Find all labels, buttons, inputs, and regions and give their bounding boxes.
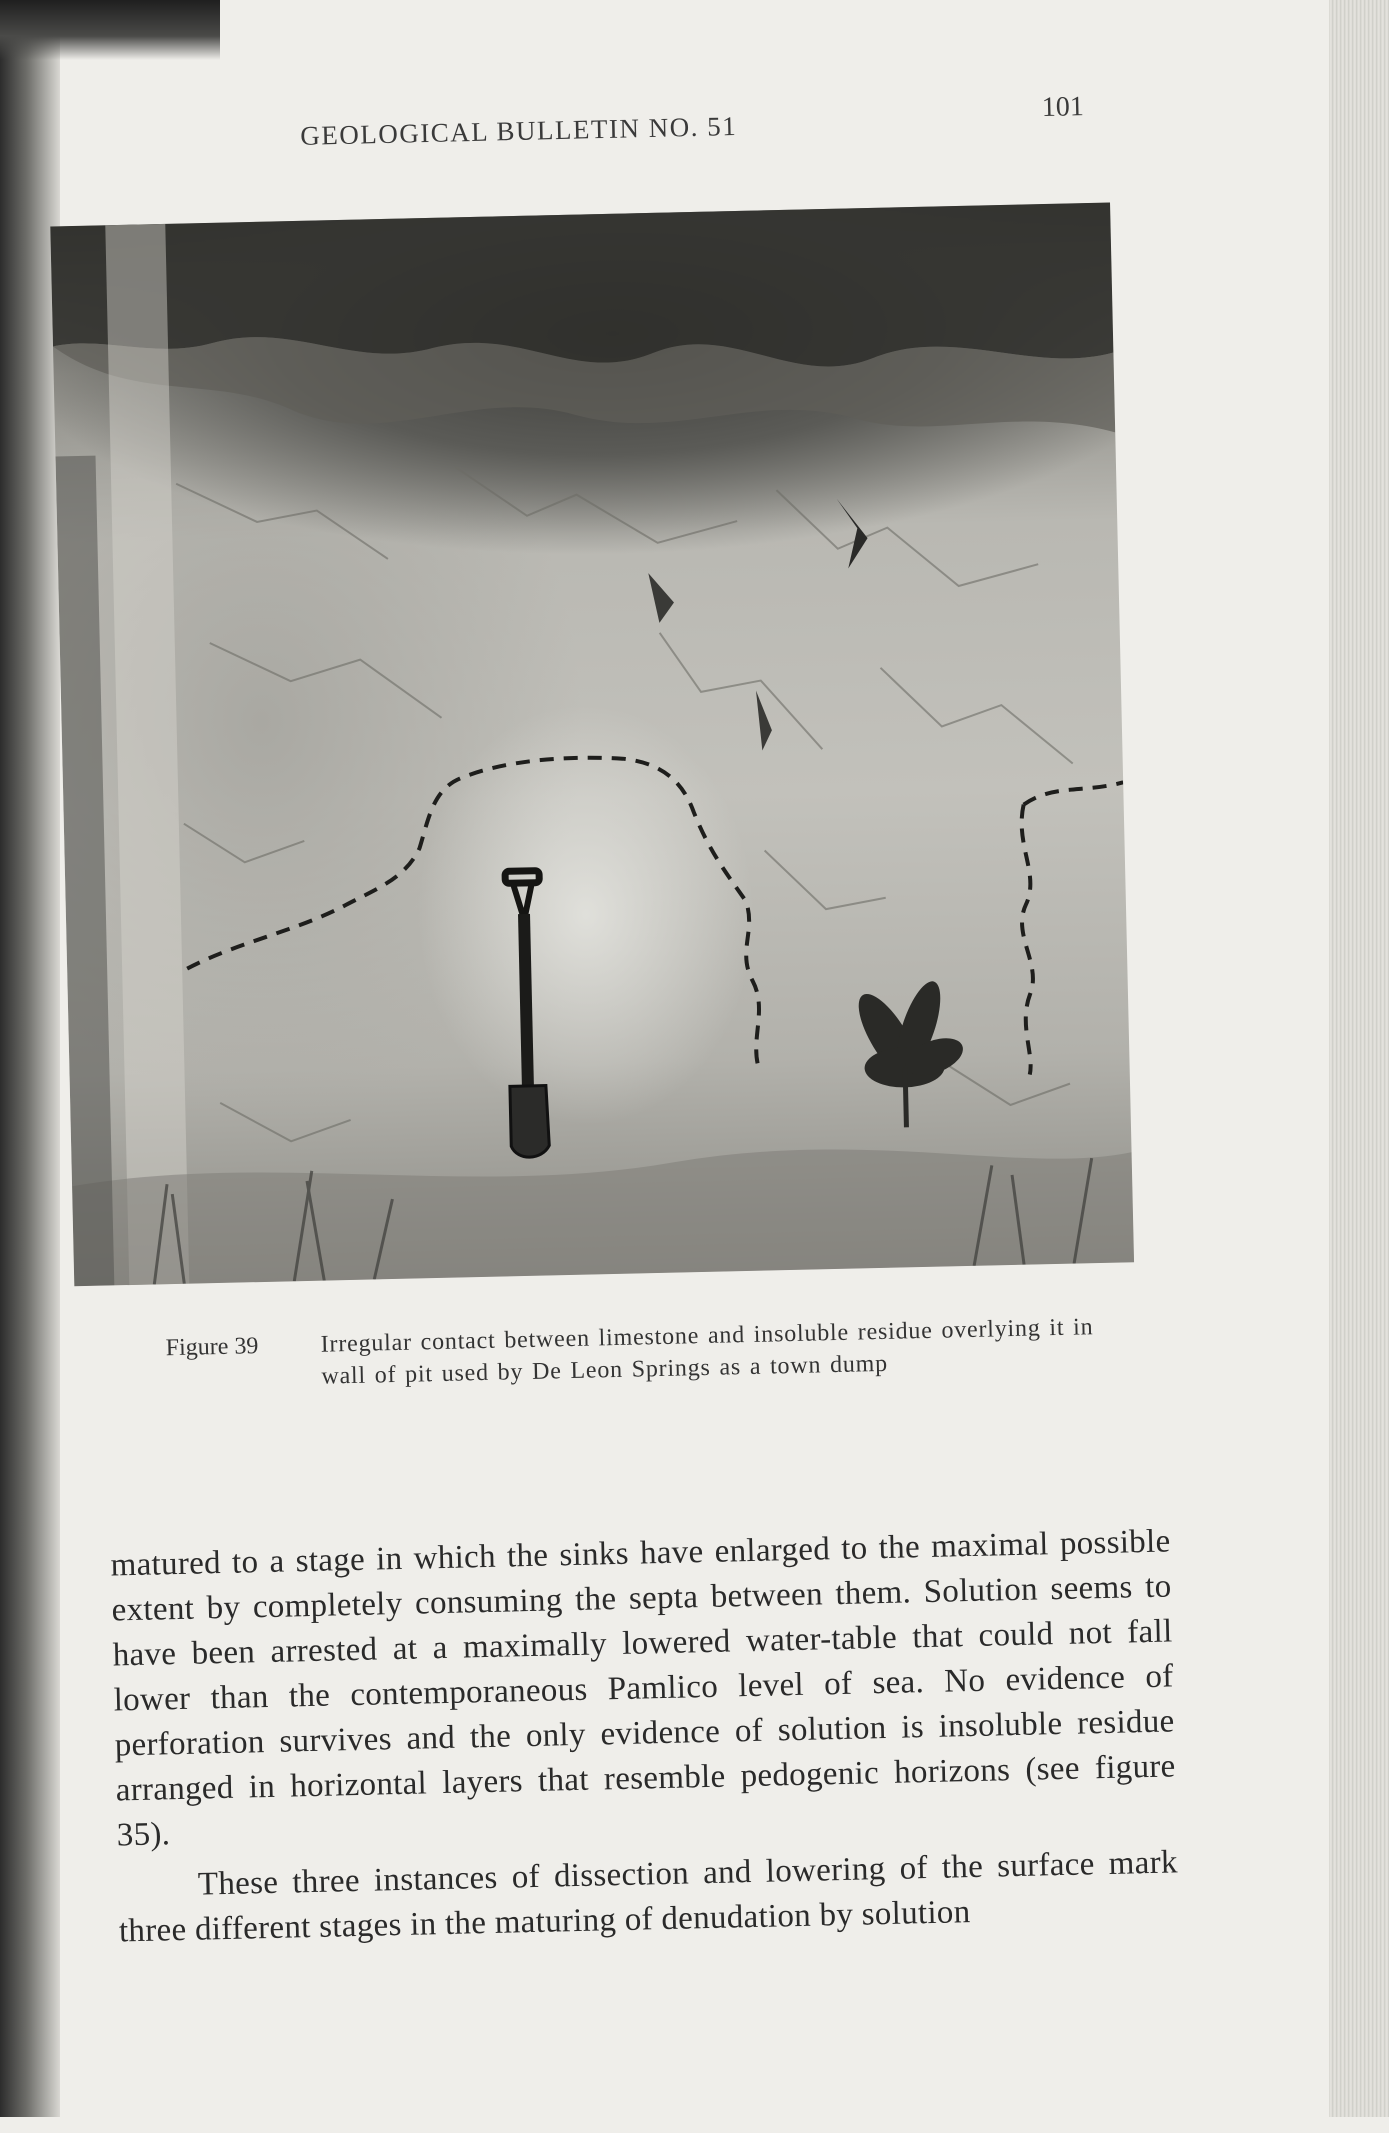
figure-caption-text: Irregular contact between limestone and insoluble residue overlying it in wall of pit used by De Leon Springs as a town dump [320, 1314, 1094, 1390]
paragraph: matured to a stage in which the sinks have enlarged to the maximal possible extent by completely consuming the septa between them. Solution seems to have been arrested at a maximally lowered water-table that could not fall lower than the contemporaneous Pamlico level of sea. No evidence of perforation survives and the only evidence of solution is insoluble residue arranged in horizontal layers that resemble pedogenic horizons (see figure 35). [110, 1523, 1176, 1854]
body-text [110, 1519, 1179, 1954]
running-head: GEOLOGICAL BULLETIN NO. 51 [299, 110, 738, 151]
page-number: 101 [1041, 91, 1085, 124]
paragraph: These three instances of dissection and lowering of the surface mark three different stages in the maturing of denudation by solution [118, 1844, 1179, 1950]
figure-caption [165, 1310, 1125, 1390]
figure-label: Figure 39 [165, 1333, 259, 1362]
photo-illustration [50, 202, 1134, 1286]
figure-photograph [50, 202, 1134, 1286]
